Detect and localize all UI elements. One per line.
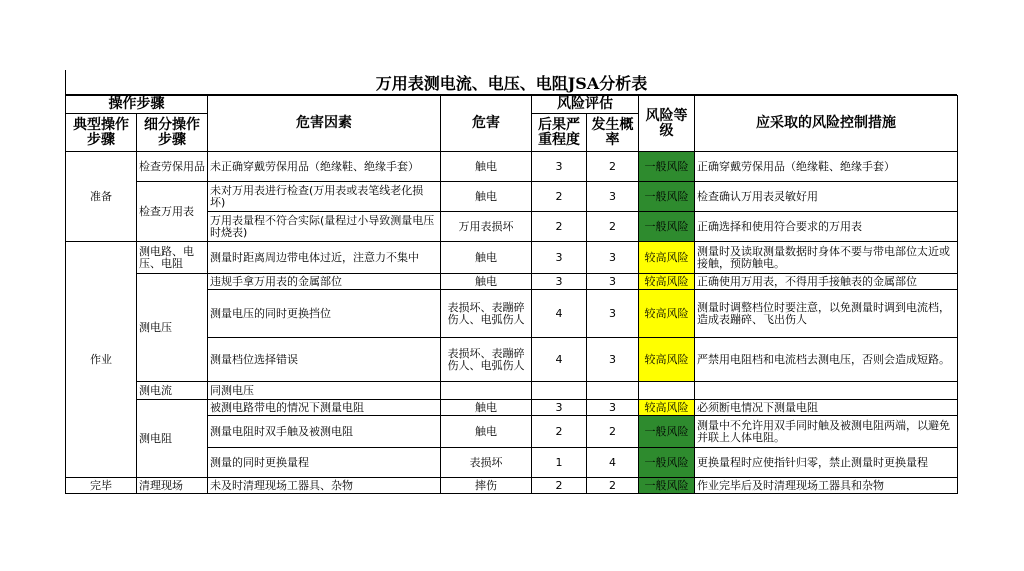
header-risk-level: 风险等级: [639, 96, 695, 152]
table-row: [66, 400, 958, 416]
hazard-cell: 表损坏、表蹦碎伤人、电弧伤人: [441, 290, 532, 338]
control-cell: 测量中不允许用双手同时触及被测电阻两端，以避免并联上人体电阻。: [695, 416, 958, 448]
severity-cell: 2: [532, 416, 587, 448]
probability-cell: 3: [587, 338, 639, 382]
table-row: [66, 242, 958, 274]
control-cell: 正确选择和使用符合要求的万用表: [695, 212, 958, 242]
severity-cell: 3: [532, 400, 587, 416]
risk-level-cell: 一般风险: [639, 448, 695, 478]
table-row: [66, 274, 958, 290]
severity-cell: 2: [532, 478, 587, 494]
probability-cell: 3: [587, 290, 639, 338]
hazard-factor-cell: 未正确穿戴劳保用品（绝缘鞋、绝缘手套）: [208, 152, 441, 182]
hazard-cell: 触电: [441, 182, 532, 212]
sub-step-cell: 检查万用表: [137, 182, 208, 242]
severity-cell: 3: [532, 274, 587, 290]
table-row: [66, 152, 958, 182]
control-cell: 更换量程时应使指针归零，禁止测量时更换量程: [695, 448, 958, 478]
hazard-factor-cell: 违规手拿万用表的金属部位: [208, 274, 441, 290]
typical-step-cell: 作业: [66, 242, 137, 478]
risk-level-cell: 较高风险: [639, 274, 695, 290]
severity-cell: 2: [532, 182, 587, 212]
hazard-cell: 表损坏: [441, 448, 532, 478]
severity-cell: 3: [532, 152, 587, 182]
probability-cell: 2: [587, 212, 639, 242]
control-cell: 必须断电情况下测量电阻: [695, 400, 958, 416]
risk-level-cell: 较高风险: [639, 400, 695, 416]
hazard-factor-cell: 未对万用表进行检查(万用表或表笔线老化损坏): [208, 182, 441, 212]
hazard-cell: 触电: [441, 400, 532, 416]
risk-level-cell: [639, 382, 695, 400]
severity-cell: 4: [532, 338, 587, 382]
risk-level-cell: 一般风险: [639, 182, 695, 212]
control-cell: 检查确认万用表灵敏好用: [695, 182, 958, 212]
probability-cell: 3: [587, 182, 639, 212]
hazard-cell: 触电: [441, 416, 532, 448]
risk-level-cell: 一般风险: [639, 416, 695, 448]
sub-step-cell: 测电阻: [137, 400, 208, 478]
header-hazard-factor: 危害因素: [208, 96, 441, 152]
sheet-title: 万用表测电流、电压、电阻JSA分析表: [65, 70, 957, 95]
severity-cell: 2: [532, 212, 587, 242]
risk-level-cell: 一般风险: [639, 478, 695, 494]
typical-step-cell: 完毕: [66, 478, 137, 494]
hazard-factor-cell: 测量的同时更换量程: [208, 448, 441, 478]
probability-cell: [587, 382, 639, 400]
probability-cell: 4: [587, 448, 639, 478]
probability-cell: 2: [587, 478, 639, 494]
table-row: [66, 382, 958, 400]
severity-cell: [532, 382, 587, 400]
hazard-cell: [441, 382, 532, 400]
hazard-factor-cell: 测量电压的同时更换挡位: [208, 290, 441, 338]
header-probability: 发生概率: [587, 114, 639, 152]
hazard-cell: 万用表损坏: [441, 212, 532, 242]
typical-step-cell: 准备: [66, 152, 137, 242]
sub-step-cell: 测电流: [137, 382, 208, 400]
hazard-cell: 触电: [441, 152, 532, 182]
hazard-cell: 摔伤: [441, 478, 532, 494]
risk-level-cell: 一般风险: [639, 152, 695, 182]
hazard-cell: 触电: [441, 242, 532, 274]
hazard-factor-cell: 测量时距离周边带电体过近，注意力不集中: [208, 242, 441, 274]
risk-level-cell: 较高风险: [639, 290, 695, 338]
header-sub-step: 细分操作步骤: [137, 114, 208, 152]
jsa-table: [65, 95, 958, 494]
table-row: [66, 478, 958, 494]
risk-level-cell: 一般风险: [639, 212, 695, 242]
control-cell: [695, 382, 958, 400]
header-hazard: 危害: [441, 96, 532, 152]
header-control: 应采取的风险控制措施: [695, 96, 958, 152]
control-cell: 测量时及读取测量数据时身体不要与带电部位太近或接触，预防触电。: [695, 242, 958, 274]
sub-step-cell: 测电路、电压、电阻: [137, 242, 208, 274]
hazard-cell: 触电: [441, 274, 532, 290]
control-cell: 作业完毕后及时清理现场工器具和杂物: [695, 478, 958, 494]
header-typical-step: 典型操作步骤: [66, 114, 137, 152]
sub-step-cell: 检查劳保用品: [137, 152, 208, 182]
hazard-cell: 表损坏、表蹦碎伤人、电弧伤人: [441, 338, 532, 382]
hazard-factor-cell: 万用表量程不符合实际(量程过小导致测量电压时烧表): [208, 212, 441, 242]
risk-level-cell: 较高风险: [639, 242, 695, 274]
control-cell: 测量时调整档位时要注意，以免测量时调到电流档，造成表蹦碎、飞出伤人: [695, 290, 958, 338]
hazard-factor-cell: 被测电路带电的情况下测量电阻: [208, 400, 441, 416]
table-row: [66, 182, 958, 212]
hazard-factor-cell: 未及时清理现场工器具、杂物: [208, 478, 441, 494]
sub-step-cell: 测电压: [137, 274, 208, 382]
severity-cell: 4: [532, 290, 587, 338]
control-cell: 严禁用电阻档和电流档去测电压，否则会造成短路。: [695, 338, 958, 382]
control-cell: 正确使用万用表，不得用手接触表的金属部位: [695, 274, 958, 290]
hazard-factor-cell: 测量档位选择错误: [208, 338, 441, 382]
header-risk-eval: 风险评估: [532, 96, 639, 114]
control-cell: 正确穿戴劳保用品（绝缘鞋、绝缘手套）: [695, 152, 958, 182]
probability-cell: 3: [587, 242, 639, 274]
hazard-factor-cell: 同测电压: [208, 382, 441, 400]
probability-cell: 2: [587, 416, 639, 448]
probability-cell: 2: [587, 152, 639, 182]
sub-step-cell: 清理现场: [137, 478, 208, 494]
probability-cell: 3: [587, 400, 639, 416]
probability-cell: 3: [587, 274, 639, 290]
header-severity: 后果严重程度: [532, 114, 587, 152]
severity-cell: 3: [532, 242, 587, 274]
header-steps: 操作步骤: [66, 96, 208, 114]
severity-cell: 1: [532, 448, 587, 478]
hazard-factor-cell: 测量电阻时双手触及被测电阻: [208, 416, 441, 448]
risk-level-cell: 较高风险: [639, 338, 695, 382]
